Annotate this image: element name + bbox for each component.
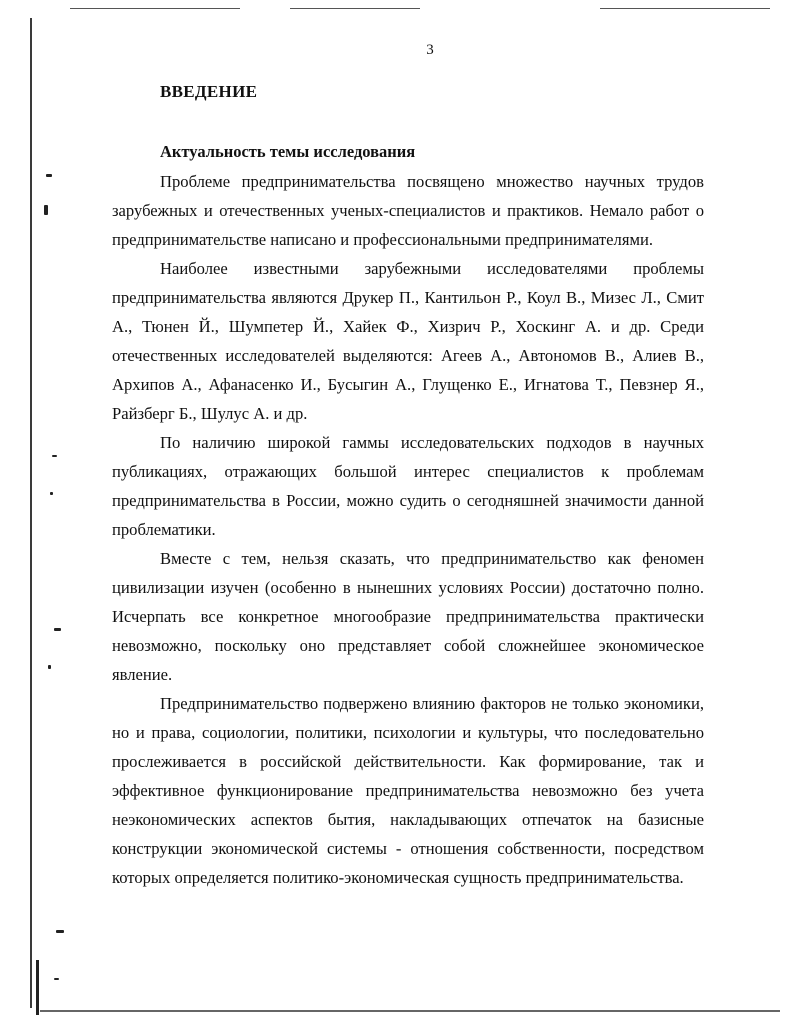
scan-edge-left: [30, 18, 32, 1008]
paragraph: Наиболее известными зарубежными исследователями проблемы предпринимательства являются Друкер П., Кантильон Р., Коул В., Мизес Л., Смит А., Тюнен Й., Шумпетер Й., Хайек Ф., Хизрич Р., Хоскинг А. и др. Среди отечественных исследователей выделяются: Агеев А., Автономов В., Алиев В., Архипов А., Афанасенко И., Бусыгин А., Глущенко Е., Игнатова Т., Певзнер Я., Райзберг Б., Шулус А. и др.: [112, 259, 704, 423]
paragraph: Проблеме предпринимательства посвящено множество научных трудов зарубежных и отечественных ученых-специалистов и практиков. Немало работ о предпринимательстве написано и профессиональными предпринимателями.: [112, 172, 704, 249]
scan-speck: [50, 492, 53, 495]
paragraph: Вместе с тем, нельзя сказать, что предпринимательство как феномен цивилизации изучен (особенно в нынешних условиях России) достаточно полно. Исчерпать все конкретное многообразие предпринимательства практически невозможно, поскольку оно представляет собой сложнейшее экономическое явление.: [112, 549, 704, 684]
body-text: [112, 167, 704, 892]
scan-edge-left-bottom: [36, 960, 39, 1015]
paragraph: Предпринимательство подвержено влиянию факторов не только экономики, но и права, социологии, политики, психологии и культуры, что последовательно прослеживается в российской действительности. Как формирование, так и эффективное функционирование предпринимательства невозможно без учета неэкономических аспектов бытия, накладывающих отпечаток на базисные конструкции экономической системы - отношения собственности, посредством которых определяется политико-экономическая сущность предпринимательства.: [112, 694, 704, 887]
scan-edge-top-2: [290, 8, 420, 9]
scan-edge-top-1: [70, 8, 240, 9]
scan-speck: [56, 930, 64, 933]
scan-edge-top-3: [600, 8, 770, 9]
scan-speck: [48, 665, 51, 669]
scan-speck: [44, 205, 48, 215]
scan-edge-bottom: [40, 1010, 780, 1012]
section-title: Актуальность темы исследования: [160, 142, 416, 161]
scan-speck: [54, 628, 61, 631]
scan-speck: [52, 455, 57, 457]
scan-speck: [46, 174, 52, 177]
paragraph: По наличию широкой гаммы исследовательских подходов в научных публикациях, отражающих большой интерес специалистов к проблемам предпринимательства в России, можно судить о сегодняшней значимости данной проблематики.: [112, 433, 704, 539]
page-number: 3: [426, 42, 434, 58]
scan-speck: [54, 978, 59, 980]
page-title: ВВЕДЕНИЕ: [160, 82, 258, 101]
